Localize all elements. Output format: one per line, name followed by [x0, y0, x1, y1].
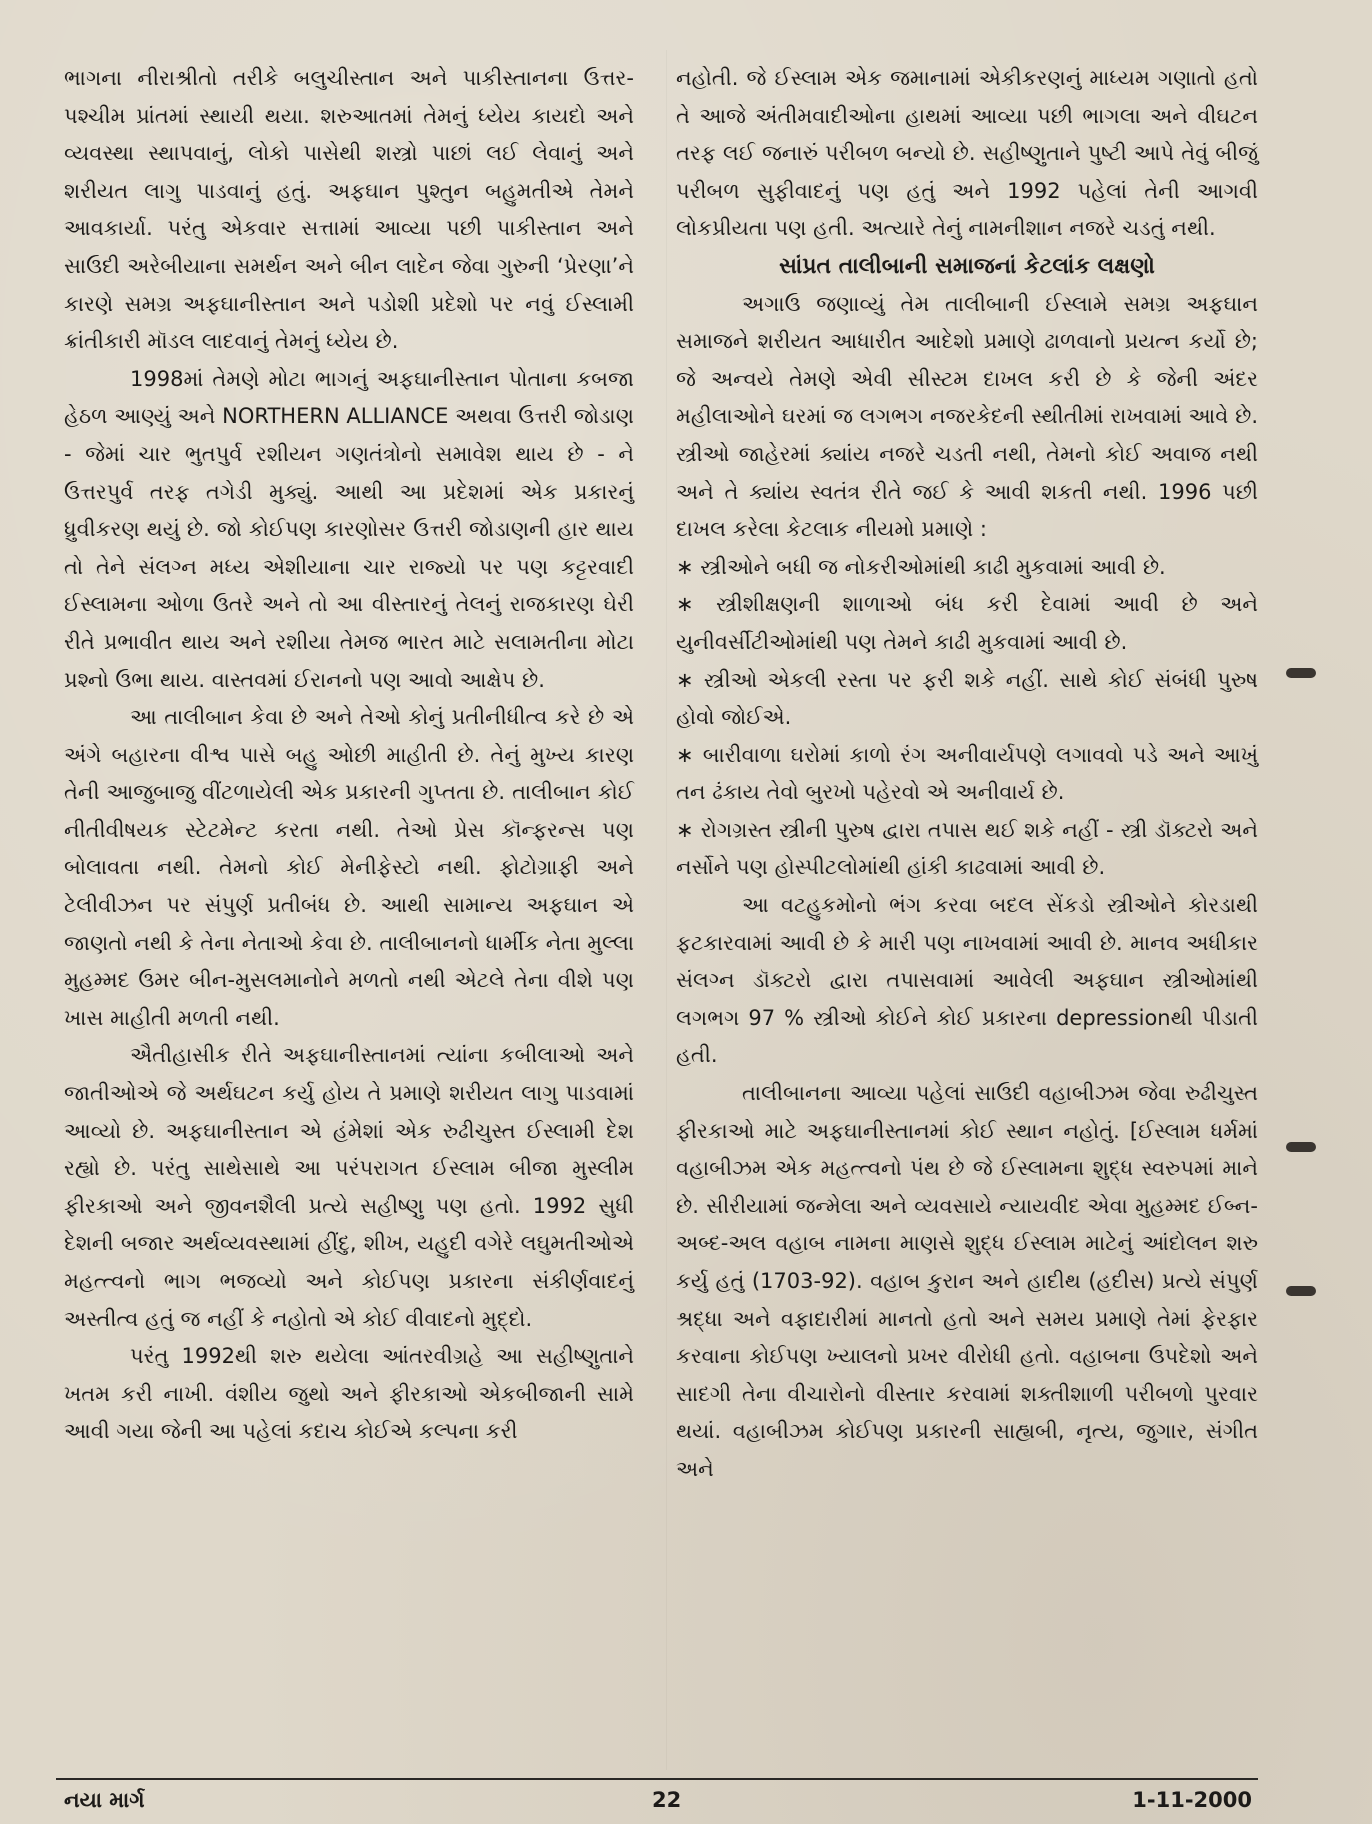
bullet-item: ∗ બારીવાળા ઘરોમાં કાળો રંગ અનીવાર્યપણે લગાવવો પડે અને આખું તન ઢંકાય તેવો બુરખો પહેરવો એ અનીવાર્ય છે.: [676, 742, 1258, 805]
binding-hole: [1286, 1286, 1316, 1296]
binding-hole: [1286, 668, 1316, 678]
paragraph: ઐતીહાસીક રીતે અફઘાનીસ્તાનમાં ત્યાંના કબીલાઓ અને જાતીઓએ જે અર્થઘટન કર્યુ હોય તે પ્રમાણે શરીયત લાગુ પાડવામાં આવ્યો છે. અફઘાનીસ્તાન એ હંમેશાં એક રુઢીચુસ્ત ઈસ્લામી દેશ રહ્યો છે. પરંતુ સાથેસાથે આ પરંપરાગત ઈસ્લામ બીજા મુસ્લીમ ફીરકાઓ અને જીવનશૈલી પ્રત્યે સહીષ્ણુ પણ હતો. 1992 સુધી દેશની બજાર અર્થવ્યવસ્થામાં હીંદુ, શીખ, યહુદી વગેરે લઘુમતીઓએ મહત્ત્વનો ભાગ ભજવ્યો અને કોઈપણ પ્રકારના સંકીર્ણવાદનું અસ્તીત્વ હતું જ નહીં કે નહોતો એ કોઈ વીવાદનો મુદ્દો.: [64, 1043, 634, 1331]
paragraph: પરંતુ 1992થી શરુ થયેલા આંતરવીગ્રહે આ સહીષ્ણુતાને ખતમ કરી નાખી. વંશીય જુથો અને ફીરકાઓ એકબીજાની સામે આવી ગયા જેની આ પહેલાં કદાચ કોઈએ કલ્પના કરી: [64, 1344, 634, 1444]
right-column: [676, 60, 1258, 1489]
issue-date: 1-11-2000: [1132, 1788, 1252, 1812]
paragraph: 1998માં તેમણે મોટા ભાગનું અફઘાનીસ્તાન પોતાના કબજા હેઠળ આણ્યું અને NORTHERN ALLIANCE અથવા ઉત્તરી જોડાણ - જેમાં ચાર ભુતપુર્વ રશીયન ગણતંત્રોનો સમાવેશ થાય છે - ને ઉત્તરપુર્વ તરફ તગેડી મુક્યું. આથી આ પ્રદેશમાં એક પ્રકારનું ધ્રુવીકરણ થયું છે. જો કોઈપણ કારણોસર ઉત્તરી જોડાણની હાર થાય તો તેને સંલગ્ન મધ્ય એશીયાના ચાર રાજ્યો પર પણ કટ્ટરવાદી ઈસ્લામના ઓળા ઉતરે અને તો આ વીસ્તારનું તેલનું રાજકારણ ઘેરી રીતે પ્રભાવીત થાય અને રશીયા તેમજ ભારત માટે સલામતીના મોટા પ્રશ્નો ઉભા થાય. વાસ્તવમાં ઈરાનનો પણ આવો આક્ષેપ છે.: [64, 366, 634, 692]
bullet-item: ∗ સ્ત્રીઓ એકલી રસ્તા પર ફરી શકે નહીં. સાથે કોઈ સંબંધી પુરુષ હોવો જોઈએ.: [676, 667, 1258, 730]
paragraph: આ વટહુકમોનો ભંગ કરવા બદલ સેંકડો સ્ત્રીઓને કોરડાથી ફટકારવામાં આવી છે કે મારી પણ નાખવામાં આવી છે. માનવ અધીકાર સંલગ્ન ડૉક્ટરો દ્વારા તપાસવામાં આવેલી અફઘાન સ્ત્રીઓમાંથી લગભગ 97 % સ્ત્રીઓ કોઈને કોઈ પ્રકારના depressionથી પીડાતી હતી.: [676, 893, 1258, 1068]
bullet-item: ∗ સ્ત્રીઓને બધી જ નોકરીઓમાંથી કાઢી મુકવામાં આવી છે.: [676, 554, 1166, 579]
column-gutter: [666, 50, 667, 1770]
paragraph: આ તાલીબાન કેવા છે અને તેઓ કોનું પ્રતીનીધીત્વ કરે છે એ અંગે બહારના વીશ્વ પાસે બહુ ઓછી માહીતી છે. તેનું મુખ્ય કારણ તેની આજુબાજુ વીંટળાયેલી એક પ્રકારની ગુપ્તતા છે. તાલીબાન કોઈ નીતીવીષયક સ્ટેટમેન્ટ કરતા નથી. તેઓ પ્રેસ કૉન્ફરન્સ પણ બોલાવતા નથી. તેમનો કોઈ મેનીફેસ્ટો નથી. ફોટોગ્રાફી અને ટેલીવીઝન પર સંપુર્ણ પ્રતીબંધ છે. આથી સામાન્ય અફઘાન એ જાણતો નથી કે તેના નેતાઓ કેવા છે. તાલીબાનનો ધાર્મીક નેતા મુલ્લા મુહમ્મદ ઉમર બીન-મુસલમાનોને મળતો નથી એટલે તેના વીશે પણ ખાસ માહીતી મળતી નથી.: [64, 705, 634, 1030]
paragraph: તાલીબાનના આવ્યા પહેલાં સાઉદી વહાબીઝમ જેવા રુઢીચુસ્ત ફીરકાઓ માટે અફઘાનીસ્તાનમાં કોઈ સ્થાન નહોતું. [ઈસ્લામ ધર્મમાં વહાબીઝમ એક મહત્ત્વનો પંથ છે જે ઈસ્લામના શુદ્ધ સ્વરુપમાં માને છે. સીરીયામાં જન્મેલા અને વ્યવસાયે ન્યાયવીદ એવા મુહમ્મદ ઈબ્ન-અબ્દ-અલ વહાબ નામના માણસે શુદ્ધ ઈસ્લામ માટેનું આંદોલન શરુ કર્યુ હતું (1703-92). વહાબ કુરાન અને હાદીથ (હદીસ) પ્રત્યે સંપુર્ણ શ્રદ્ધા અને વફાદારીમાં માનતો હતો અને સમય પ્રમાણે તેમાં ફેરફાર કરવાના કોઈપણ ખ્યાલનો પ્રખર વીરોધી હતો. વહાબના ઉપદેશો અને સાદગી તેના વીચારોનો વીસ્તાર કરવામાં શક્તીશાળી પરીબળો પુરવાર થયાં. વહાબીઝમ કોઈપણ પ્રકારની સાહ્યબી, નૃત્ય, જુગાર, સંગીત અને: [676, 1081, 1258, 1481]
bullet-item: ∗ સ્ત્રીશીક્ષણની શાળાઓ બંધ કરી દેવામાં આવી છે અને યુનીવર્સીટીઓમાંથી પણ તેમને કાઢી મુકવામાં આવી છે.: [676, 592, 1258, 654]
paragraph: અગાઉ જણાવ્યું તેમ તાલીબાની ઈસ્લામે સમગ્ર અફઘાન સમાજને શરીયત આધારીત આદેશો પ્રમાણે ઢાળવાનો પ્રયત્ન કર્યો છે; જે અન્વયે તેમણે એવી સીસ્ટમ દાખલ કરી છે કે જેની અંદર મહીલાઓને ઘરમાં જ લગભગ નજરકેદની સ્થીતીમાં રાખવામાં આવે છે. સ્ત્રીઓ જાહેરમાં ક્યાંય નજરે ચડતી નથી, તેમનો કોઈ અવાજ નથી અને તે ક્યાંય સ્વતંત્ર રીતે જઈ કે આવી શકતી નથી. 1996 પછી દાખલ કરેલા કેટલાક નીયમો પ્રમાણે :: [676, 291, 1258, 542]
section-heading: સાંપ્રત તાલીબાની સમાજનાં કેટલાંક લક્ષણો: [779, 253, 1155, 279]
left-column: [64, 60, 634, 1451]
footer-rule: [56, 1778, 1258, 1780]
bullet-item: ∗ રોગગ્રસ્ત સ્ત્રીની પુરુષ દ્વારા તપાસ થઈ શકે નહીં - સ્ત્રી ડૉક્ટરો અને નર્સોને પણ હોસ્પીટલોમાંથી હાંકી કાઢવામાં આવી છે.: [676, 817, 1258, 880]
magazine-name: નયા માર્ગ: [64, 1788, 145, 1812]
paragraph: ભાગના નીરાશ્રીતો તરીકે બલુચીસ્તાન અને પાકીસ્તાનના ઉત્તર-પશ્ચીમ પ્રાંતમાં સ્થાયી થયા. શરુઆતમાં તેમનું ધ્યેય કાયદો અને વ્યવસ્થા સ્થાપવાનું, લોકો પાસેથી શસ્ત્રો પાછાં લઈ લેવાનું અને શરીયત લાગુ પાડવાનું હતું. અફઘાન પુશ્તુન બહુમતીએ તેમને આવકાર્યા. પરંતુ એકવાર સત્તામાં આવ્યા પછી પાકીસ્તાન અને સાઉદી અરેબીયાના સમર્થન અને બીન લાદેન જેવા ગુરુની ‘પ્રેરણા’ને કારણે સમગ્ર અફઘાનીસ્તાન અને પડોશી પ્રદેશો પર નવું ઈસ્લામી ક્રાંતીકારી મૉડલ લાદવાનું તેમનું ધ્યેય છે.: [64, 66, 634, 354]
page-number: 22: [652, 1788, 682, 1812]
paragraph: નહોતી. જે ઈસ્લામ એક જમાનામાં એકીકરણનું માધ્યમ ગણાતો હતો તે આજે અંતીમવાદીઓના હાથમાં આવ્યા પછી ભાગલા અને વીઘટન તરફ લઈ જનારું પરીબળ બન્યો છે. સહીષ્ણુતાને પુષ્ટી આપે તેવું બીજું પરીબળ સુફીવાદનું પણ હતું અને 1992 પહેલાં તેની આગવી લોકપ્રીયતા પણ હતી. અત્યારે તેનું નામનીશાન નજરે ચડતું નથી.: [676, 66, 1258, 241]
binding-hole: [1286, 1142, 1316, 1152]
